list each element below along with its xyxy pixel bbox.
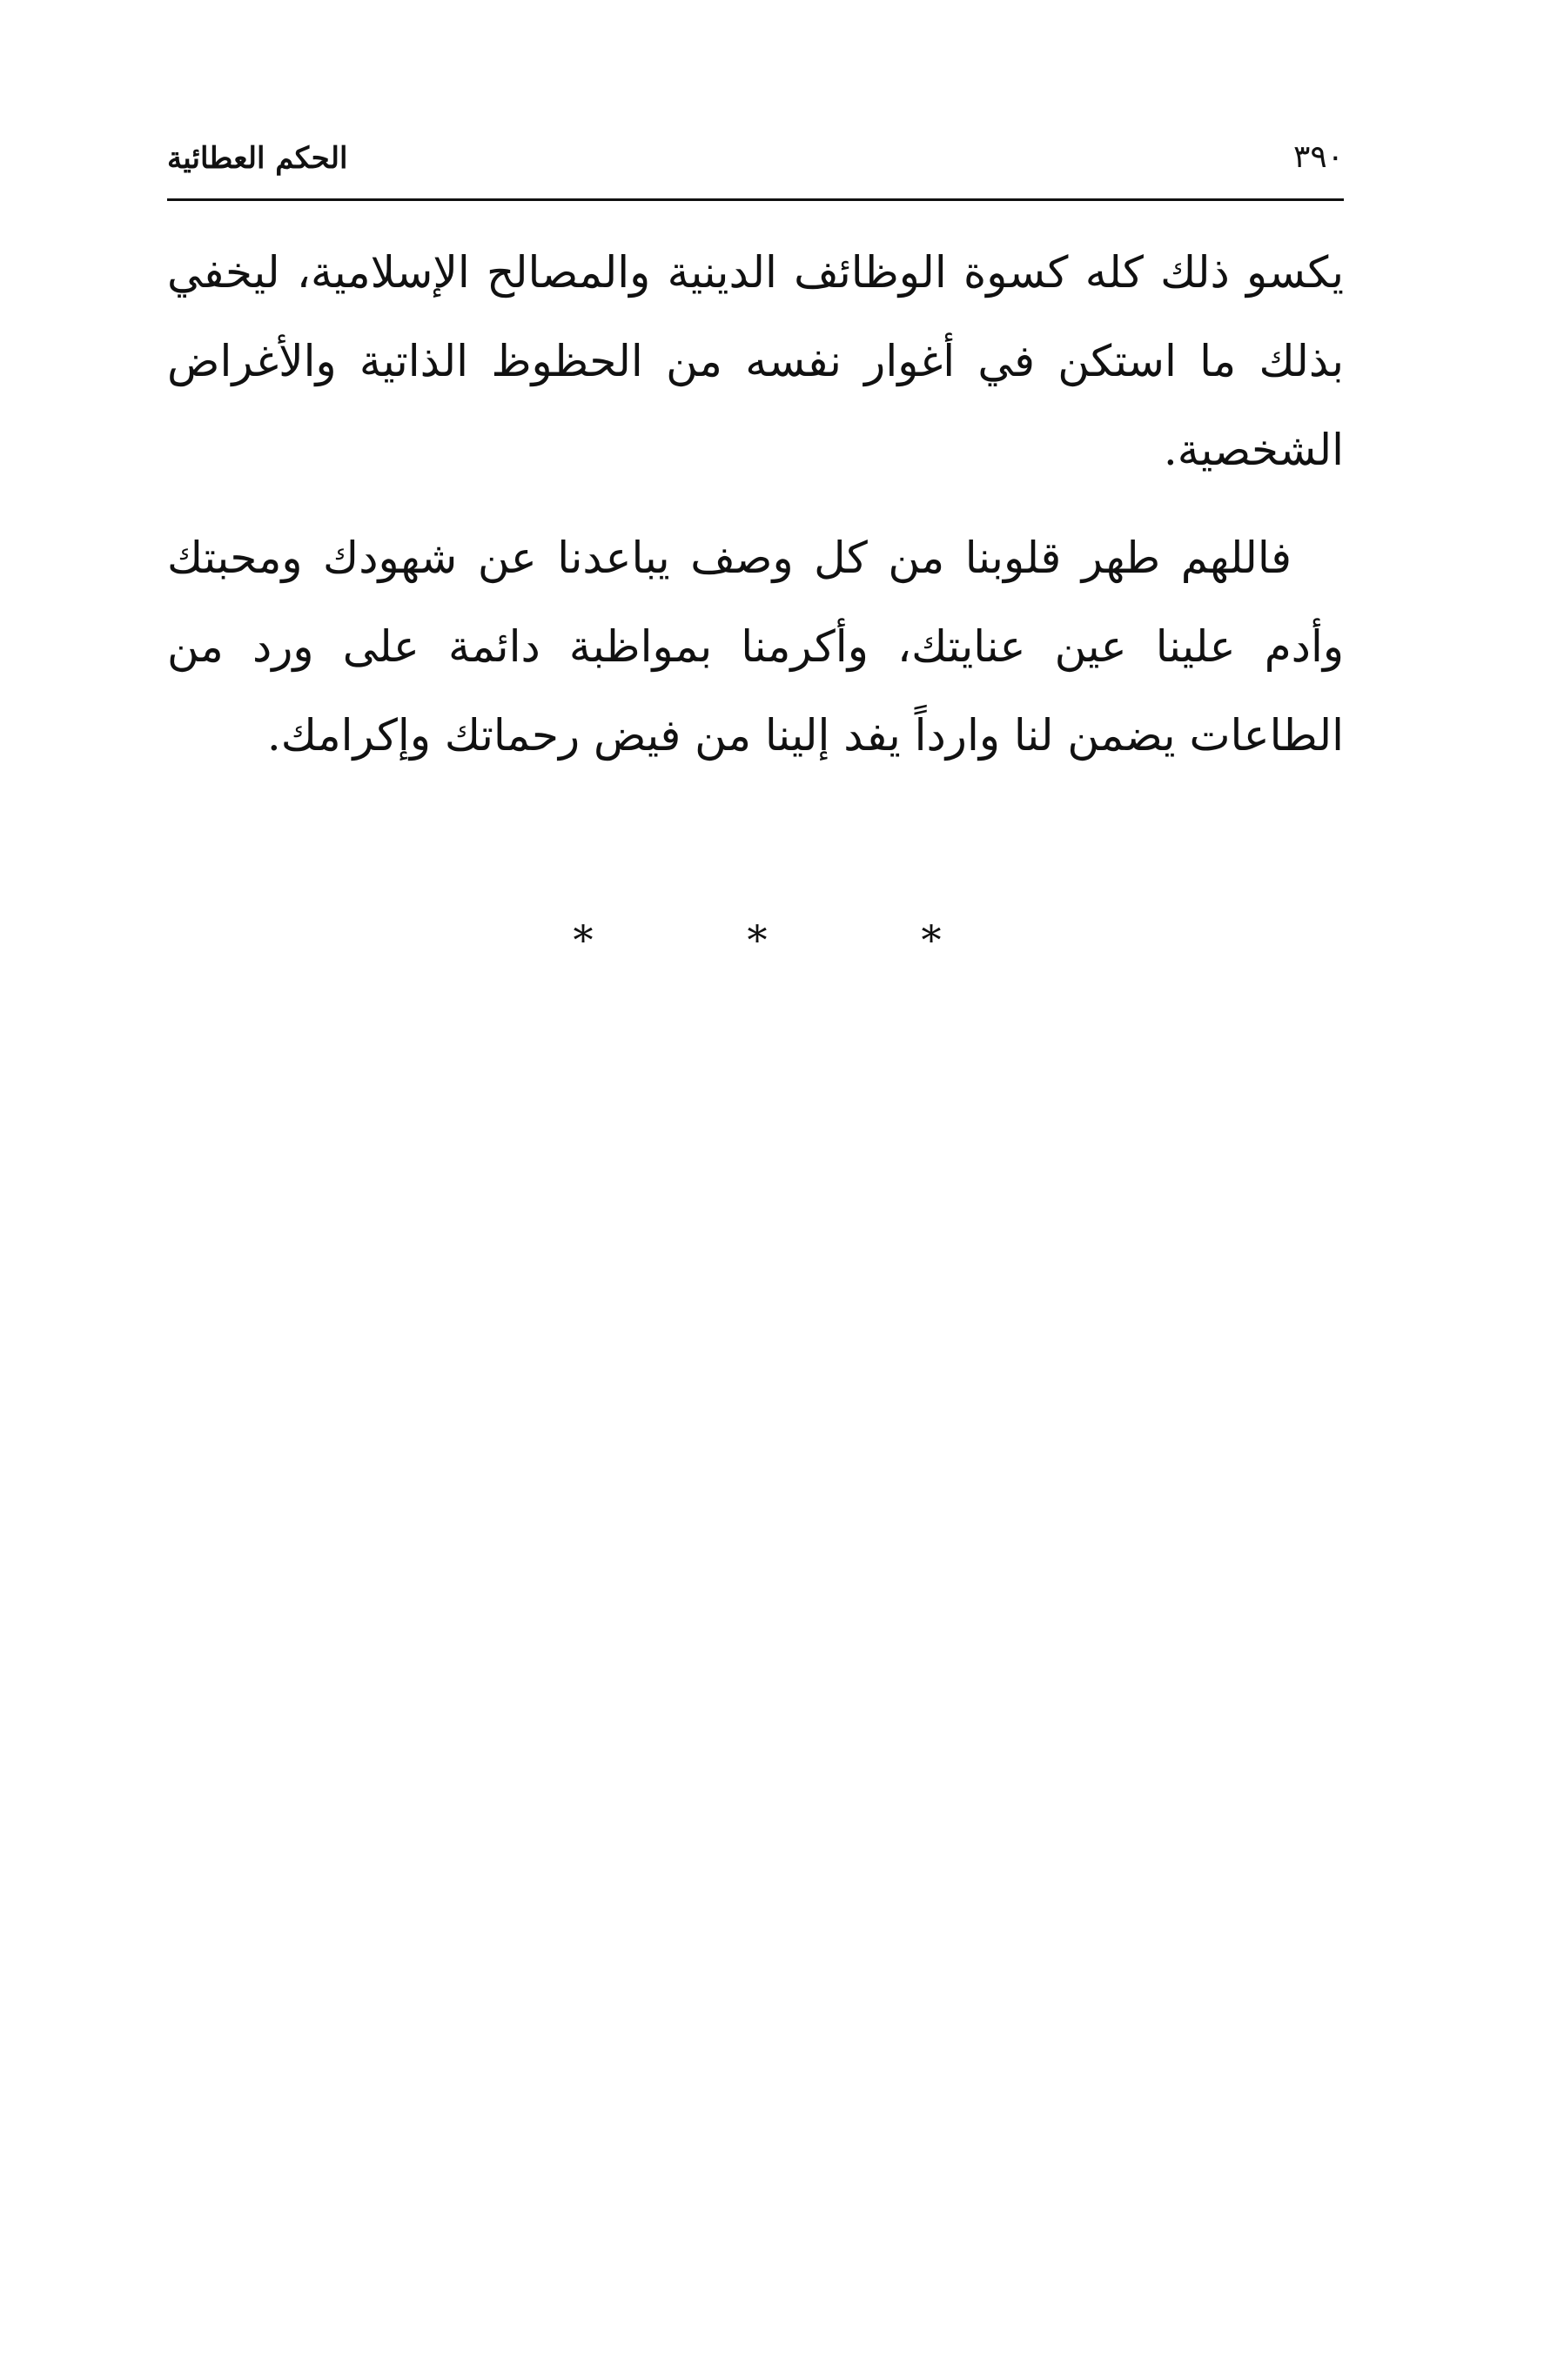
running-title: الحكم العطائية (167, 141, 348, 176)
separator-star-icon: * (747, 916, 768, 963)
separator-star-icon: * (573, 916, 594, 963)
separator-star-icon: * (921, 916, 942, 963)
paragraph-1-block (167, 228, 1344, 494)
paragraph-2: فاللهم طهر قلوبنا من كل وصف يباعدنا عن شهودك ومحبتك وأدم علينا عين عنايتك، وأكرمنا بمواظبة دائمة على ورد من الطاعات يضمن لنا وارداً يفد إلينا من فيض رحماتك وإكرامك. (167, 533, 1344, 761)
page-number: ٣٩٠ (1292, 139, 1344, 175)
page-header (167, 131, 1344, 191)
section-separator (557, 914, 957, 966)
paragraph-2-block (167, 513, 1344, 780)
paragraph-1: يكسو ذلك كله كسوة الوظائف الدينية والمصالح الإسلامية، ليخفي بذلك ما استكن في أغوار نفسه من الحظوظ الذاتية والأغراض الشخصية. (167, 247, 1344, 475)
header-divider (167, 198, 1344, 201)
